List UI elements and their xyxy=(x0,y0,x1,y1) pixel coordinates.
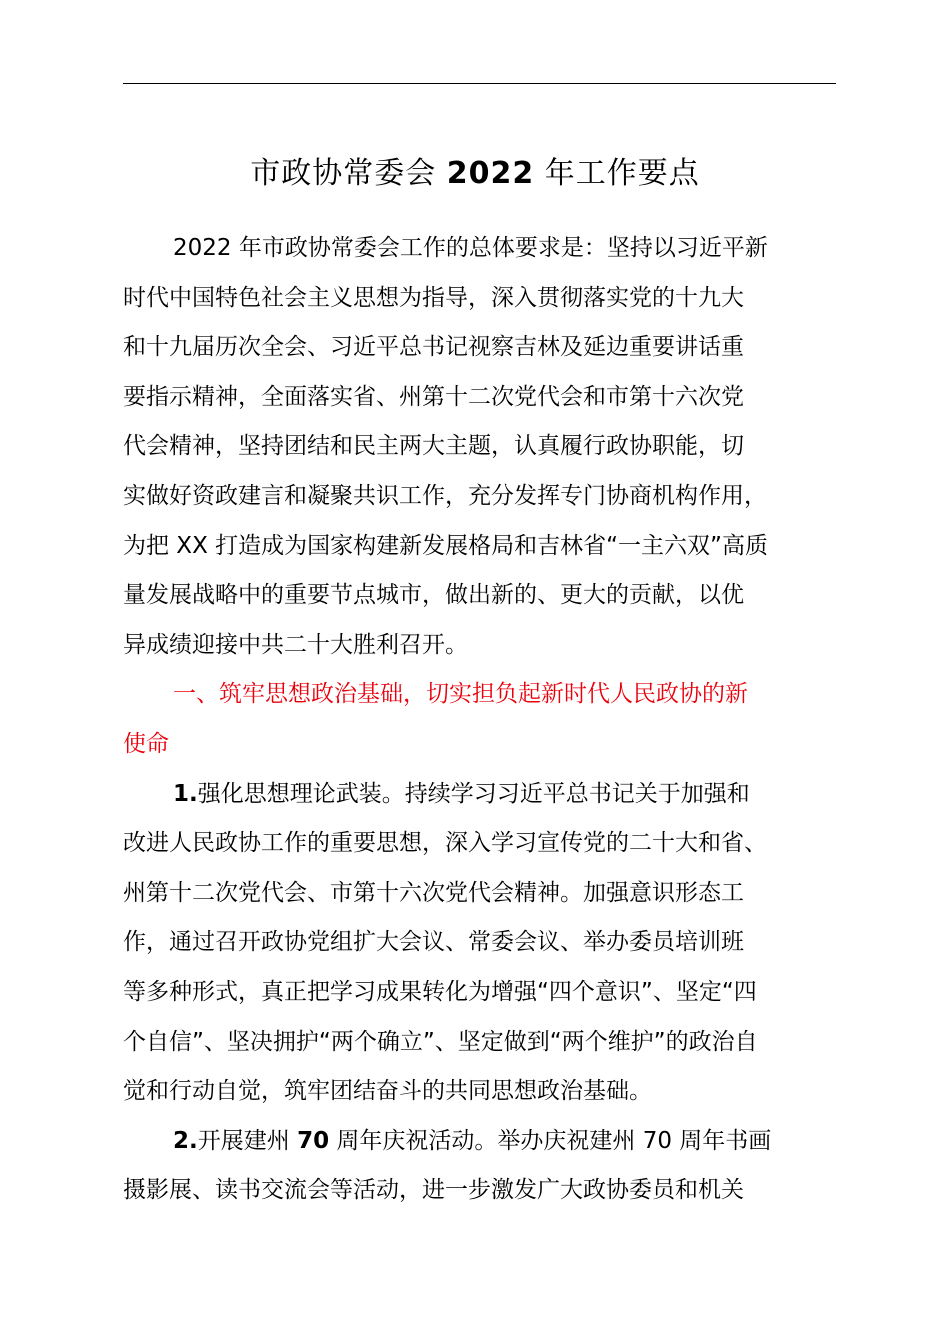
paragraph-line: 个自信”、坚决拥护“两个确立”、坚定做到“两个维护”的政治自 xyxy=(123,1028,758,1055)
page-title xyxy=(0,146,950,202)
paragraph-line: 量发展战略中的重要节点城市，做出新的、更大的贡献，以优 xyxy=(123,582,744,609)
paragraph-line: 代会精神，坚持团结和民主两大主题，认真履行政协职能，切 xyxy=(123,433,744,460)
item-text: 强化思想理论武装。持续学习习近平总书记关于加强和 xyxy=(197,780,750,807)
item-2-first-line xyxy=(123,1117,836,1167)
item-number: 2. xyxy=(173,1127,198,1154)
item-number: 1. xyxy=(173,780,198,807)
item-1-first-line xyxy=(123,770,836,820)
paragraph-line: 为把 XX 打造成为国家构建新发展格局和吉林省“一主六双”高质 xyxy=(123,532,768,559)
paragraph-line: 州第十二次党代会、市第十六次党代会精神。加强意识形态工 xyxy=(123,879,744,906)
paragraph-line: 觉和行动自觉，筑牢团结奋斗的共同思想政治基础。 xyxy=(123,1078,652,1105)
paragraph-line: 要指示精神，全面落实省、州第十二次党代会和市第十六次党 xyxy=(123,383,744,410)
paragraph-line: 等多种形式，真正把学习成果转化为增强“四个意识”、坚定“四 xyxy=(123,978,757,1005)
item-text: 周年庆祝活动。举办庆祝建州 70 周年书画 xyxy=(329,1127,772,1154)
paragraph-line: 2022 年市政协常委会工作的总体要求是：坚持以习近平新 xyxy=(173,235,768,261)
title-suffix: 年工作要点 xyxy=(534,156,700,191)
item-bold-number: 70 xyxy=(297,1127,330,1154)
paragraph-line: 实做好资政建言和凝聚共识工作，充分发挥专门协商机构作用， xyxy=(123,482,767,509)
title-prefix: 市政协常委会 xyxy=(250,156,447,191)
paragraph-line: 作，通过召开政协党组扩大会议、常委会议、举办委员培训班 xyxy=(123,929,744,956)
paragraph-line: 摄影展、读书交流会等活动，进一步激发广大政协委员和机关 xyxy=(123,1177,744,1204)
title-year: 2022 xyxy=(446,156,535,191)
document-body xyxy=(123,224,836,1216)
paragraph-line: 时代中国特色社会主义思想为指导，深入贯彻落实党的十九大 xyxy=(123,284,744,311)
header-rule xyxy=(123,83,836,84)
section-heading-line: 使命 xyxy=(123,730,169,757)
section-heading-line: 一、筑牢思想政治基础，切实担负起新时代人民政协的新 xyxy=(173,681,748,708)
paragraph-line: 异成绩迎接中共二十大胜利召开。 xyxy=(123,631,468,658)
item-text: 开展建州 xyxy=(197,1127,298,1154)
paragraph-line: 和十九届历次全会、习近平总书记视察吉林及延边重要讲话重 xyxy=(123,334,744,361)
paragraph-line: 改进人民政协工作的重要思想，深入学习宣传党的二十大和省、 xyxy=(123,830,767,857)
